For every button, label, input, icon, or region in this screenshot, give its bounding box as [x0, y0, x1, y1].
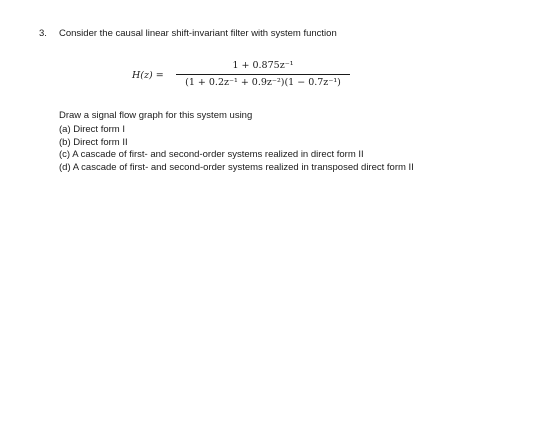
task-item-b: (b) Direct form II: [59, 136, 128, 148]
equation-denominator: (1 + 0.2z⁻¹ + 0.9z⁻²)(1 − 0.7z⁻¹): [185, 77, 341, 88]
fraction-bar: [176, 74, 350, 75]
equation-equals-sign: =: [155, 70, 164, 81]
equation-numerator: 1 + 0.875z⁻¹: [232, 60, 294, 71]
task-item-a: (a) Direct form I: [59, 124, 125, 135]
task-item-c: (c) A cascade of first- and second-order systems realized in direct form II: [59, 149, 364, 160]
equation-lhs: [132, 70, 164, 81]
system-function-equation: [0, 60, 540, 100]
task-intro: Draw a signal flow graph for this system using: [59, 110, 253, 121]
task-list: [59, 124, 414, 174]
task-item-d: (d) A cascade of first- and second-order systems realized in transposed direct form II: [59, 161, 414, 173]
problem-number: 3.: [39, 28, 47, 39]
problem-statement: Consider the causal linear shift-invariant filter with system function: [59, 28, 337, 39]
equation-lhs-symbol: H(z): [132, 70, 153, 81]
